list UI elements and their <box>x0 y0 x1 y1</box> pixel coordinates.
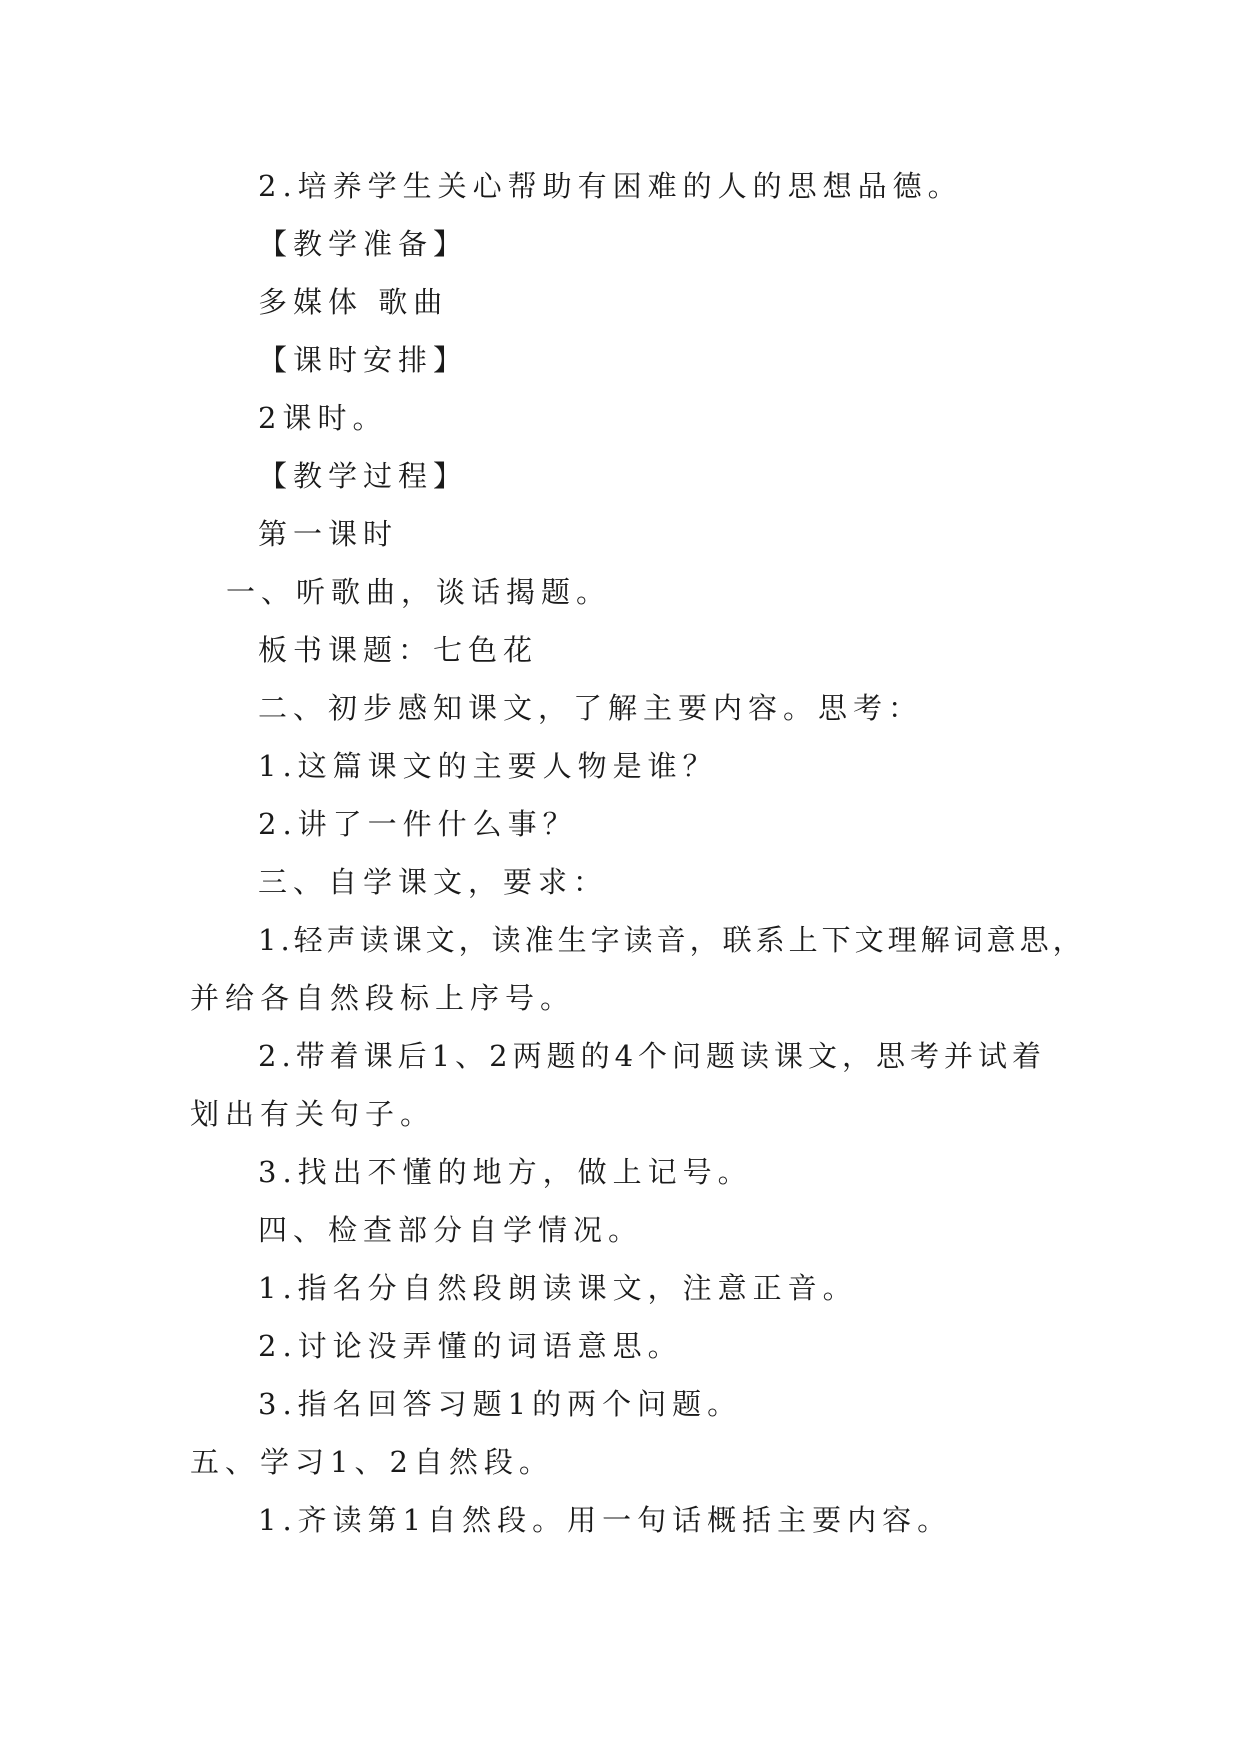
schedule-text: 2课时。 <box>258 401 388 435</box>
section-heading-teaching-preparation: 【教学准备】 <box>258 227 469 261</box>
step-heading-5: 五、学习1、2自然段。 <box>190 1445 554 1479</box>
step-heading-2: 二、初步感知课文，了解主要内容。思考： <box>258 691 924 725</box>
list-item: 1.齐读第1自然段。用一句话概括主要内容。 <box>258 1503 953 1537</box>
list-item: 1.这篇课文的主要人物是谁？ <box>258 749 718 783</box>
list-item: 3.找出不懂的地方，做上记号。 <box>258 1155 753 1189</box>
list-item: 2.讨论没弄懂的词语意思。 <box>258 1329 683 1363</box>
section-heading-schedule: 【课时安排】 <box>258 343 469 377</box>
objective-line: 2.培养学生关心帮助有困难的人的思想品德。 <box>258 169 963 203</box>
list-item: 1.指名分自然段朗读课文，注意正音。 <box>258 1271 858 1305</box>
board-title-text: 板书课题：七色花 <box>258 633 539 667</box>
preparation-text: 多媒体 歌曲 <box>258 285 449 319</box>
list-item: 2.讲了一件什么事？ <box>258 807 578 841</box>
step-heading-3: 三、自学课文，要求： <box>258 865 609 899</box>
list-item: 1.轻声读课文，读准生字读音，联系上下文理解词意思， <box>258 923 1086 957</box>
list-item-continuation: 并给各自然段标上序号。 <box>190 981 576 1015</box>
list-item-continuation: 划出有关句子。 <box>190 1097 436 1131</box>
step-heading-4: 四、检查部分自学情况。 <box>258 1213 644 1247</box>
list-item: 3.指名回答习题1的两个问题。 <box>258 1387 743 1421</box>
list-item: 2.带着课后1、2两题的4个问题读课文，思考并试着 <box>258 1039 1047 1073</box>
lesson-title: 第一课时 <box>258 517 399 551</box>
step-heading-1: 一、听歌曲，谈话揭题。 <box>226 575 612 609</box>
section-heading-process: 【教学过程】 <box>258 459 469 493</box>
